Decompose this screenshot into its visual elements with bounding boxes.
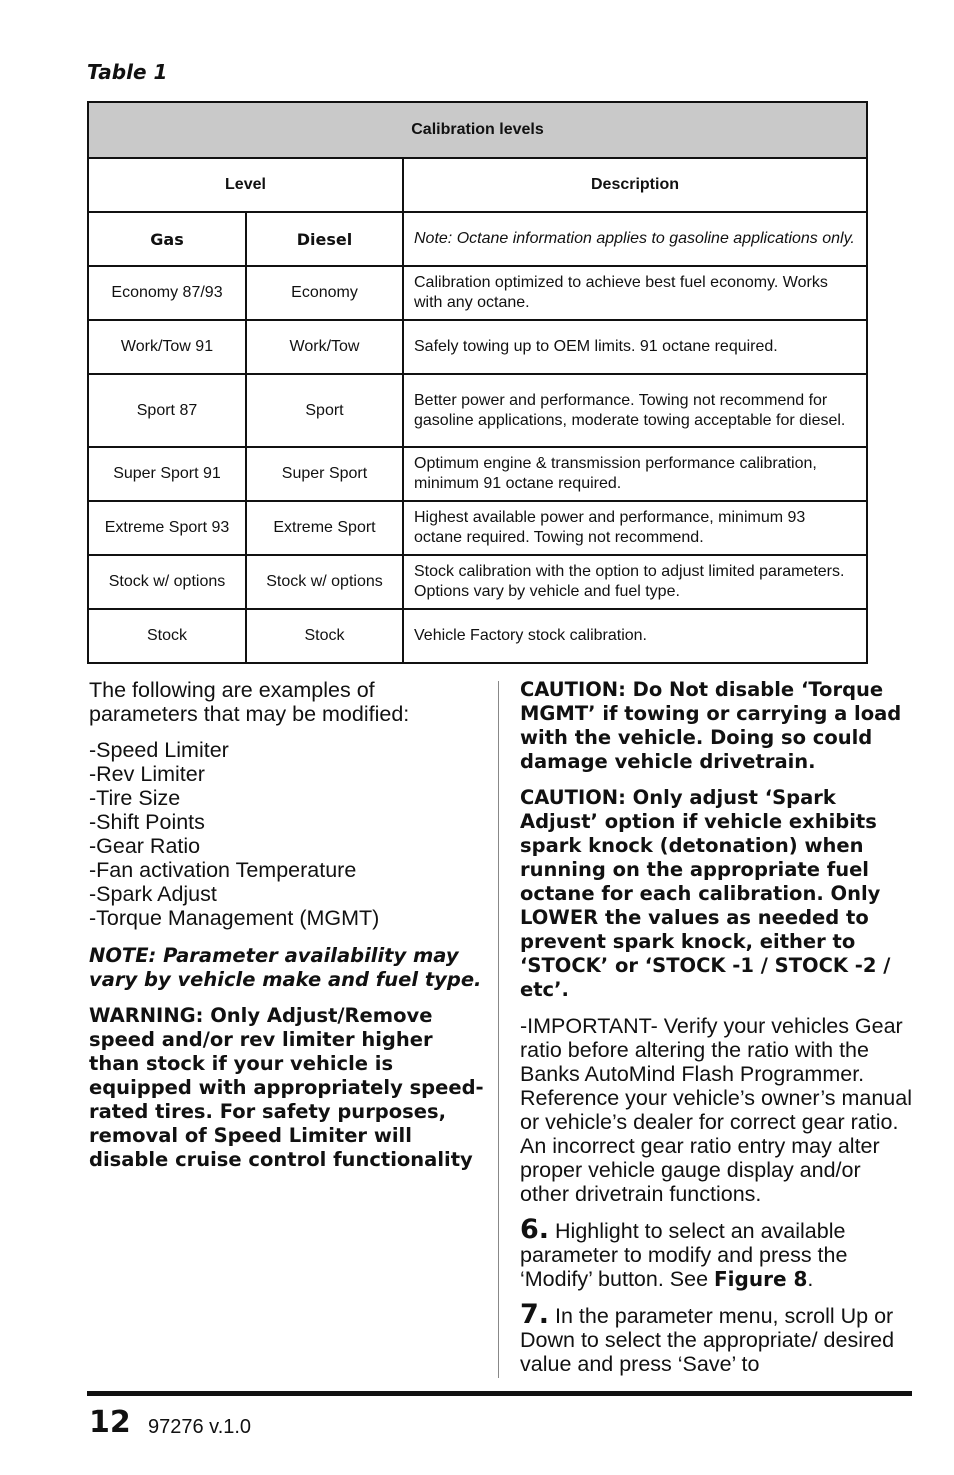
- table-row: [88, 501, 867, 555]
- step-6-number: 6.: [520, 1214, 550, 1245]
- step-6: [520, 1214, 912, 1291]
- diesel-cell: Stock: [246, 609, 403, 663]
- description-cell: Highest available power and performance, minimum 93 octane required. Towing not recommend.: [403, 501, 867, 555]
- level-header: Level: [88, 158, 403, 212]
- gas-cell: Sport 87: [88, 374, 246, 447]
- gas-cell: Economy 87/93: [88, 266, 246, 320]
- gas-cell: Work/Tow 91: [88, 320, 246, 374]
- diesel-cell: Extreme Sport: [246, 501, 403, 555]
- torque-caution: CAUTION: Do Not disable ‘Torque MGMT’ if towing or carrying a load with the vehicle. Doing so could damage vehicle drivetrain.: [520, 678, 902, 773]
- octane-note: Note: Octane information applies to gasoline applications only.: [403, 212, 867, 266]
- gas-cell: Extreme Sport 93: [88, 501, 246, 555]
- description-cell: Stock calibration with the option to adjust limited parameters. Options vary by vehicle and fuel type.: [403, 555, 867, 609]
- diesel-cell: Stock w/ options: [246, 555, 403, 609]
- calibration-table: [87, 101, 868, 664]
- list-item: -Rev Limiter: [89, 762, 205, 786]
- spark-caution: CAUTION: Only adjust ‘Spark Adjust’ option if vehicle exhibits spark knock (detonation) when running on the appropriate fuel octane for each calibration. Only LOWER the values as needed to prevent spark knock, either to ‘STOCK’ or ‘STOCK -1 / STOCK -2 / etc’.: [520, 786, 891, 1001]
- diesel-cell: Sport: [246, 374, 403, 447]
- list-item: -Shift Points: [89, 810, 205, 834]
- list-item: -Gear Ratio: [89, 834, 201, 858]
- list-item: -Tire Size: [89, 786, 181, 810]
- list-item: -Torque Management (MGMT): [89, 906, 380, 930]
- parameters-intro: The following are examples of parameters that may be modified:: [89, 678, 410, 726]
- table-row: [88, 555, 867, 609]
- table-row: [88, 266, 867, 320]
- diesel-cell: Economy: [246, 266, 403, 320]
- table-caption: Table 1: [87, 60, 168, 84]
- table-row: [88, 609, 867, 663]
- step-6-text: Highlight to select an available parameter to modify and press the ‘Modify’ button. See: [520, 1219, 848, 1291]
- parameter-list: [89, 738, 484, 930]
- speed-limiter-warning: WARNING: Only Adjust/Remove speed and/or rev limiter higher than stock if your vehicle is equipped with appropriately speed-rated tires. For safety purposes, removal of Speed Limiter will disable cruise control functionality: [89, 1004, 484, 1171]
- figure-reference: Figure 8: [714, 1267, 808, 1291]
- table-row: [88, 447, 867, 501]
- table-row: [88, 374, 867, 447]
- list-item: -Fan activation Temperature: [89, 858, 357, 882]
- description-cell: Vehicle Factory stock calibration.: [403, 609, 867, 663]
- availability-note: NOTE: Parameter availability may vary by vehicle make and fuel type.: [89, 944, 482, 991]
- description-cell: Calibration optimized to achieve best fuel economy. Works with any octane.: [403, 266, 867, 320]
- description-cell: Safely towing up to OEM limits. 91 octane required.: [403, 320, 867, 374]
- table-row: [88, 320, 867, 374]
- gear-ratio-important: -IMPORTANT- Verify your vehicles Gear ratio before altering the ratio with the Banks AutoMind Flash Programmer. Reference your vehicle’s owner’s manual or vehicle’s dealer for correct gear ratio. An incorrect gear ratio entry may alter proper vehicle gauge display and/or other drivetrain functions.: [520, 1014, 912, 1206]
- diesel-header: Diesel: [246, 212, 403, 266]
- footer-rule: [87, 1391, 912, 1396]
- column-divider: [498, 681, 499, 1378]
- step-7: [520, 1299, 912, 1376]
- gas-header: Gas: [88, 212, 246, 266]
- right-column: [520, 678, 912, 1388]
- doc-version: 97276 v.1.0: [148, 1416, 252, 1438]
- description-header: Description: [403, 158, 867, 212]
- gas-cell: Super Sport 91: [88, 447, 246, 501]
- table-title: Calibration levels: [88, 102, 867, 158]
- list-item: -Speed Limiter: [89, 738, 229, 762]
- description-cell: Optimum engine & transmission performance calibration, minimum 91 octane required.: [403, 447, 867, 501]
- page-number: 12: [89, 1405, 131, 1440]
- gas-cell: Stock: [88, 609, 246, 663]
- diesel-cell: Super Sport: [246, 447, 403, 501]
- description-cell: Better power and performance. Towing not recommend for gasoline applications, moderate towing acceptable for diesel.: [403, 374, 867, 447]
- gas-cell: Stock w/ options: [88, 555, 246, 609]
- diesel-cell: Work/Tow: [246, 320, 403, 374]
- left-column: [89, 678, 484, 1184]
- step-7-number: 7.: [520, 1299, 550, 1330]
- list-item: -Spark Adjust: [89, 882, 217, 906]
- step-6-end: .: [807, 1267, 814, 1291]
- step-7-text: In the parameter menu, scroll Up or Down to select the appropriate/ desired value and press ‘Save’ to: [520, 1304, 895, 1376]
